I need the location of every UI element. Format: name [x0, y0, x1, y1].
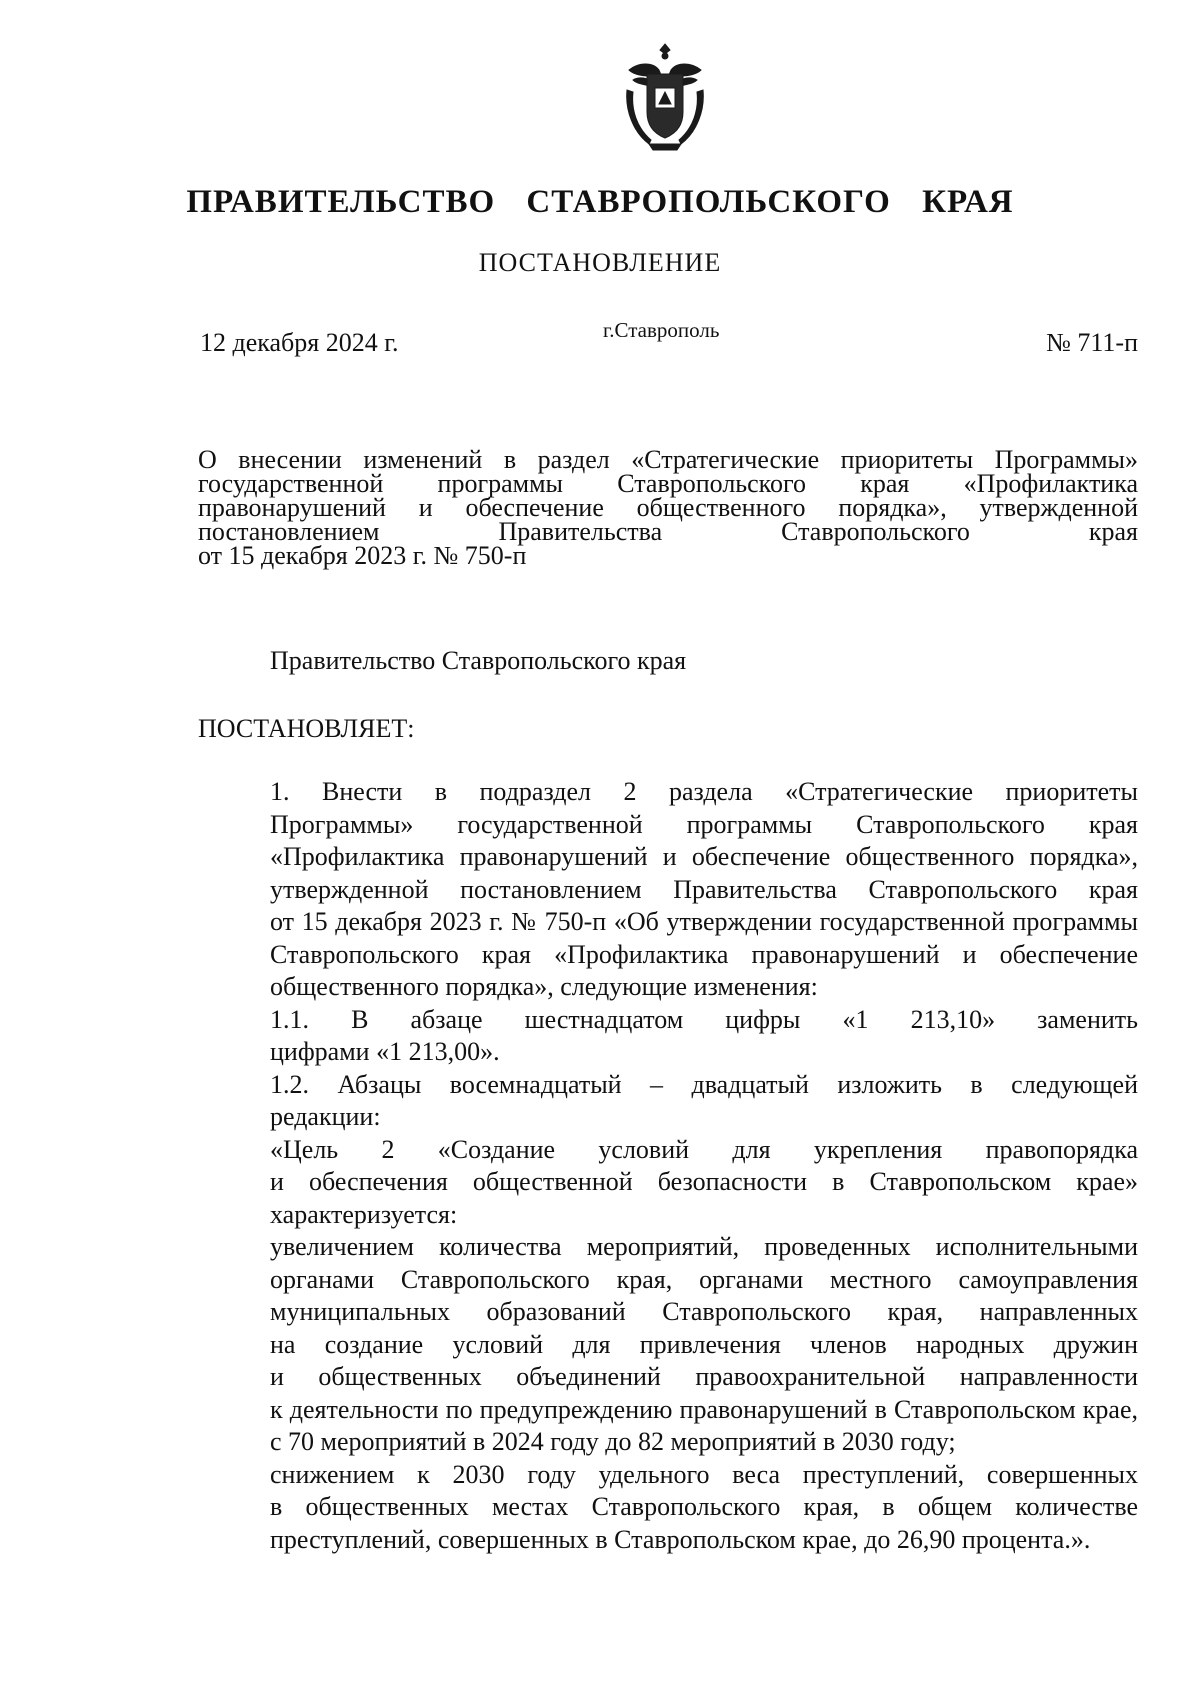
paragraph-line: в общественных местах Ставропольского края, в общем количестве: [270, 1492, 1138, 1521]
document-body: [198, 776, 1138, 1556]
paragraph-line: утвержденной постановлением Правительства Ставропольского края: [270, 874, 1138, 904]
paragraph-line: увеличением количества мероприятий, проведенных исполнительными: [270, 1232, 1138, 1261]
document-city: г.Ставрополь: [603, 318, 720, 342]
paragraph-line: Программы» государственной программы Ставропольского края: [270, 809, 1138, 839]
preamble-decree-word: ПОСТАНОВЛЯЕТ:: [198, 714, 415, 743]
paragraph-line: общественного порядка», следующие изменения:: [270, 972, 818, 1001]
paragraph-line: преступлений, совершенных в Ставропольском крае, до 26,90 процента.».: [270, 1524, 1091, 1554]
paragraph-line: от 15 декабря 2023 г. № 750-п «Об утверждении государственной программы: [270, 907, 1138, 936]
caption-line: постановлением Правительства Ставропольского края: [198, 517, 1138, 546]
paragraph-line: на создание условий для привлечения членов народных дружин: [270, 1329, 1138, 1359]
document-date: 12 декабря 2024 г.: [200, 328, 399, 357]
paragraph-line: и обеспечения общественной безопасности в Ставропольском крае»: [270, 1167, 1138, 1196]
paragraph-indicator-crimes: [198, 1459, 1138, 1557]
paragraph-item-1-2: [198, 1069, 1138, 1134]
paragraph-line: органами Ставропольского края, органами местного самоуправления: [270, 1264, 1138, 1294]
caption-line: от 15 декабря 2023 г. № 750-п: [198, 541, 527, 570]
document-type: ПОСТАНОВЛЕНИЕ: [478, 248, 722, 277]
caption-line: О внесении изменений в раздел «Стратегические приоритеты Программы»: [198, 445, 1138, 474]
paragraph-goal-2: [198, 1134, 1138, 1232]
paragraph-line: 1. Внести в подраздел 2 раздела «Стратегические приоритеты: [270, 777, 1138, 806]
document-number: № 711-п: [1046, 328, 1138, 357]
paragraph-line: Ставропольского края «Профилактика правонарушений и обеспечение: [270, 939, 1138, 969]
paragraph-line: снижением к 2030 году удельного веса преступлений, совершенных: [270, 1459, 1138, 1489]
paragraph-line: 1.1. В абзаце шестнадцатом цифры «1 213,10» заменить: [270, 1004, 1138, 1034]
paragraph-item-1-1: [198, 1004, 1138, 1069]
paragraph-line: 1.2. Абзацы восемнадцатый – двадцатый изложить в следующей: [270, 1069, 1138, 1099]
caption-line: государственной программы Ставропольского края «Профилактика: [198, 469, 1138, 498]
paragraph-indicator-events: [198, 1231, 1138, 1459]
preamble-government: Правительство Ставропольского края: [270, 646, 687, 675]
government-title: ПРАВИТЕЛЬСТВО СТАВРОПОЛЬСКОГО КРАЯ: [186, 184, 1014, 220]
paragraph-line: цифрами «1 213,00».: [270, 1037, 500, 1066]
paragraph-line: характеризуется:: [270, 1199, 458, 1229]
paragraph-line: «Цель 2 «Создание условий для укрепления правопорядка: [270, 1134, 1138, 1164]
paragraph-line: с 70 мероприятий в 2024 году до 82 мероприятий в 2030 году;: [270, 1427, 956, 1456]
paragraph-line: муниципальных образований Ставропольского края, направленных: [270, 1297, 1138, 1326]
paragraph-line: и общественных объединений правоохранительной направленности: [270, 1362, 1138, 1391]
paragraph-line: к деятельности по предупреждению правонарушений в Ставропольском крае,: [270, 1394, 1138, 1424]
document-caption: [198, 445, 1138, 570]
paragraph-item-1: [198, 776, 1138, 1004]
paragraph-line: редакции:: [270, 1102, 381, 1131]
paragraph-line: «Профилактика правонарушений и обеспечение общественного порядка»,: [270, 842, 1138, 871]
coat-of-arms-icon: [619, 40, 711, 152]
caption-line: правонарушений и обеспечение общественного порядка», утвержденной: [198, 493, 1138, 522]
